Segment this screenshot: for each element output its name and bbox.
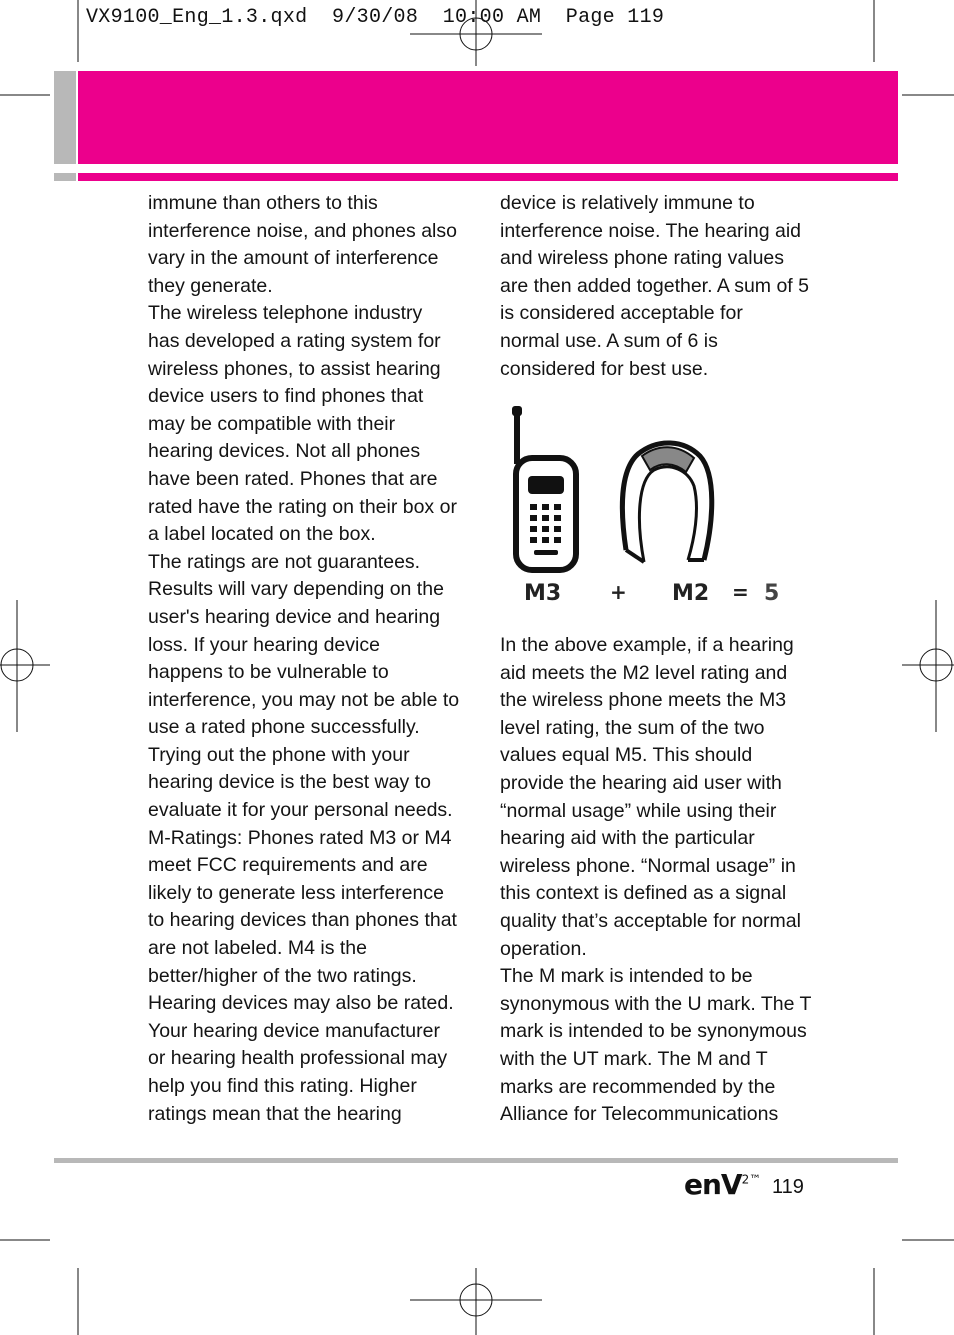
text-line: In the above example, if a hearing [500,634,794,656]
text-line: has developed a rating system for [148,329,441,352]
plus-sign: + [610,580,627,604]
text-line: values equal M5. This should [500,744,753,767]
text-line: Your hearing device manufacturer [148,1019,440,1042]
text-line: “normal usage” while using their [500,799,777,822]
text-line: the wireless phone meets the M3 [500,689,787,712]
text-line: quality that’s acceptable for normal [500,909,801,932]
text-line: meet FCC requirements and are [148,854,428,877]
right-column-top [500,190,818,383]
text-line: interference, you may not be able to [148,688,460,711]
env2-logo [684,1168,761,1201]
equals-sign: = [732,580,749,604]
sum-value: 5 [764,581,780,606]
text-line: The M mark is intended to be [500,965,753,988]
right-column-bottom [500,632,818,1129]
text-line: they generate. [148,274,273,297]
text-line: are not labeled. M4 is the [148,937,367,960]
text-line: device users to find phones that [148,385,424,408]
logo-text: enV [684,1168,742,1201]
phone-icon [512,406,576,570]
text-line: use a rated phone successfully. [148,716,420,739]
text-line: may be compatible with their [148,412,396,435]
text-line: level rating, the sum of the two [500,716,765,739]
text-line: evaluate it for your personal needs. [148,799,453,822]
logo-superscript: 2™ [741,1172,762,1187]
text-line: are then added together. A sum of 5 [500,274,809,297]
text-line: aid meets the M2 level rating and [500,661,788,684]
text-line: immune than others to this [148,192,378,214]
text-line: this context is defined as a signal [500,882,787,905]
footer-rule [54,1158,898,1163]
text-line: considered for best use. [500,357,709,380]
text-line: better/higher of the two ratings. [148,964,417,987]
text-line: have been rated. Phones that are [148,467,438,490]
file-slug: VX9100_Eng_1.3.qxd 9/30/08 10:00 AM Page 119 [86,6,665,29]
text-line: likely to generate less interference [148,881,444,904]
text-line: normal use. A sum of 6 is [500,329,718,352]
text-line: and wireless phone rating values [500,247,785,270]
header-gray-rule [54,173,76,181]
hac-rating-figure [508,400,788,610]
header-gray-block [54,71,76,164]
aid-rating-label: M2 [672,581,710,606]
text-line: happens to be vulnerable to [148,661,389,684]
text-line: help you find this rating. Higher [148,1075,417,1097]
text-line: Alliance for Telecommunications [500,1103,779,1126]
text-line: loss. If your hearing device [148,633,380,656]
text-line: interference noise, and phones also [148,219,457,242]
text-line: with the UT mark. The M and T [500,1047,768,1070]
text-line: M-Ratings: Phones rated M3 or M4 [148,826,452,849]
text-line: hearing aid with the particular [500,827,755,850]
text-line: operation. [500,937,587,960]
text-line: interference noise. The hearing aid [500,219,802,242]
text-line: Hearing devices may also be rated. [148,992,454,1015]
text-line: a label located on the box. [148,523,376,546]
text-line: Results will vary depending on the [148,578,444,601]
text-line: vary in the amount of interference [148,247,439,270]
text-line: user's hearing device and hearing [148,605,441,628]
text-line: hearing device is the best way to [148,771,431,794]
left-column [148,190,466,1128]
text-line: or hearing health professional may [148,1047,448,1070]
text-line: ratings mean that the hearing [148,1102,402,1125]
text-line: to hearing devices than phones that [148,909,457,932]
text-line: hearing devices. Not all phones [148,440,421,463]
text-line: wireless phones, to assist hearing [148,357,441,380]
page-number: 119 [772,1176,804,1198]
text-line: is considered acceptable for [500,302,743,325]
hearing-aid-icon [622,443,711,562]
text-line: synonymous with the U mark. The T [500,992,812,1015]
text-line: provide the hearing aid user with [500,771,782,794]
phone-rating-label: M3 [524,581,562,606]
text-line: mark is intended to be synonymous [500,1020,807,1043]
text-line: rated have the rating on their box or [148,495,457,518]
text-line: Trying out the phone with your [148,743,410,766]
text-line: wireless phone. “Normal usage” in [500,854,796,877]
header-pink-rule [78,173,898,181]
text-line: device is relatively immune to [500,192,755,214]
header-pink-band [78,71,898,164]
text-line: The wireless telephone industry [148,302,423,325]
text-line: marks are recommended by the [500,1075,776,1098]
text-line: The ratings are not guarantees. [148,550,421,573]
